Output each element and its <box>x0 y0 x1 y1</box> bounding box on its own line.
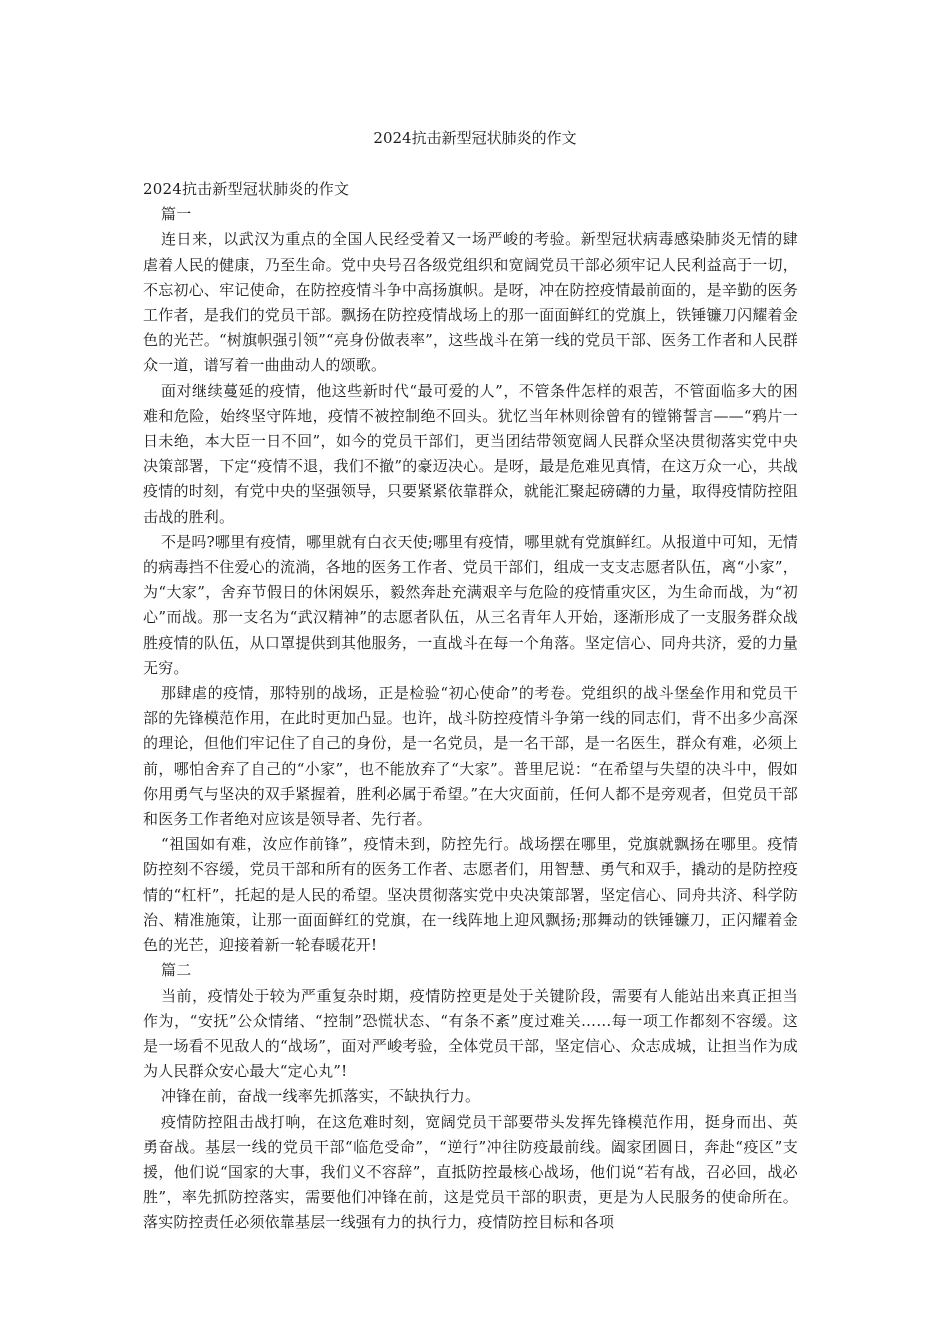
document-body <box>143 177 798 1236</box>
paragraph: 面对继续蔓延的疫情，他这些新时代“最可爱的人”，不管条件怎样的艰苦，不管面临多大的困难和危险，始终坚守阵地，疫情不被控制绝不回头。犹忆当年林则徐曾有的镗锵誓言——“鸦片一日未绝，本大臣一日不回”，如今的党员干部们，更当团结带领宽阔人民群众坚决贯彻落实党中央决策部署，下定“疫情不退，我们不撤”的豪迈决心。是呀，最是危难见真情，在这万众一心，共战疫情的时刻，有党中央的坚强领导，只要紧紧依靠群众，就能汇聚起磅礴的力量，取得疫情防控阻击战的胜利。 <box>143 381 798 526</box>
paragraph: 冲锋在前，奋战一线率先抓落实，不缺执行力。 <box>161 1087 481 1106</box>
page-title: 2024抗击新型冠状肺炎的作文 <box>373 129 577 147</box>
section-label-two: 篇二 <box>161 961 192 980</box>
article-heading: 2024抗击新型冠状肺炎的作文 <box>143 180 350 198</box>
paragraph: 不是吗?哪里有疫情，哪里就有白衣天使;哪里有疫情，哪里就有党旗鲜红。从报道中可知，无情的病毒挡不住爱心的流淌，各地的医务工作者、党员干部们，组成一支支志愿者队伍，离“小家”，为“大家”，舍弃节假日的休闲娱乐，毅然奔赴充满艰辛与危险的疫情重灾区，为生命而战，为“初心”而战。那一支名为“武汉精神”的志愿者队伍，从三名青年人开始，逐渐形成了一支服务群众战胜疫情的队伍，从口罩提供到其他服务，一直战斗在每一个角落。坚定信心、同舟共济，爱的力量无穷。 <box>143 532 798 677</box>
paragraph: 疫情防控阻击战打响，在这危难时刻，宽阔党员干部要带头发挥先锋模范作用，挺身而出、英勇奋战。基层一线的党员干部“临危受命”，“逆行”冲往防疫最前线。阖家团圆日，奔赴“疫区”支援，他们说“国家的大事，我们义不容辞”，直抵防控最核心战场，他们说“若有战，召必回，战必胜”，率先抓防控落实，需要他们冲锋在前，这是党员干部的职责，更是为人民服务的使命所在。落实防控责任必须依靠基层一线强有力的执行力，疫情防控目标和各项 <box>143 1112 798 1232</box>
paragraph: “祖国如有难，汝应作前锋”，疫情未到，防控先行。战场摆在哪里，党旗就飘扬在哪里。疫情防控刻不容缓，党员干部和所有的医务工作者、志愿者们，用智慧、勇气和双手，撬动的是防控疫情的“杠杆”，托起的是人民的希望。坚决贯彻落实党中央决策部署，坚定信心、同舟共济、科学防治、精准施策，让那一面面鲜红的党旗，在一线阵地上迎风飘扬;那舞动的铁锤镰刀，正闪耀着金色的光芒，迎接着新一轮春暖花开! <box>143 835 798 955</box>
section-label-one: 篇一 <box>161 205 192 224</box>
paragraph: 连日来，以武汉为重点的全国人民经受着又一场严峻的考验。新型冠状病毒感染肺炎无情的肆虐着人民的健康，乃至生命。党中央号召各级党组织和宽阔党员干部必须牢记人民利益高于一切，不忘初心、牢记使命，在防控疫情斗争中高扬旗帜。是呀，冲在防控疫情最前面的，是辛勤的医务工作者，是我们的党员干部。飘扬在防控疫情战场上的那一面面鲜红的党旗上，铁锤镰刀闪耀着金色的光芒。“树旗帜强引领”“亮身份做表率”，这些战斗在第一线的党员干部、医务工作者和人民群众一道，谱写着一曲曲动人的颂歌。 <box>143 230 798 375</box>
paragraph: 当前，疫情处于较为严重复杂时期，疫情防控更是处于关键阶段，需要有人能站出来真正担当作为，“安抚”公众情绪、“控制”恐慌状态、“有条不紊”度过难关……每一项工作都刻不容缓。这是一场看不见敌人的“战场”，面对严峻考验，全体党员干部，坚定信心、众志成城，让担当作为成为人民群众安心最大“定心丸”! <box>143 986 798 1081</box>
paragraph: 那肆虐的疫情，那特别的战场，正是检验“初心使命”的考卷。党组织的战斗堡垒作用和党员干部的先锋模范作用，在此时更加凸显。也许，战斗防控疫情斗争第一线的同志们，背不出多少高深的理论，但他们牢记住了自己的身份，是一名党员，是一名干部，是一名医生，群众有难，必须上前，哪怕舍弃了自己的“小家”，也不能放弃了“大家”。普里尼说：“在希望与失望的决斗中，假如你用勇气与坚决的双手紧握着，胜利必属于希望。”在大灾面前，任何人都不是旁观者，但党员干部和医务工作者绝对应该是领导者、先行者。 <box>143 684 798 829</box>
